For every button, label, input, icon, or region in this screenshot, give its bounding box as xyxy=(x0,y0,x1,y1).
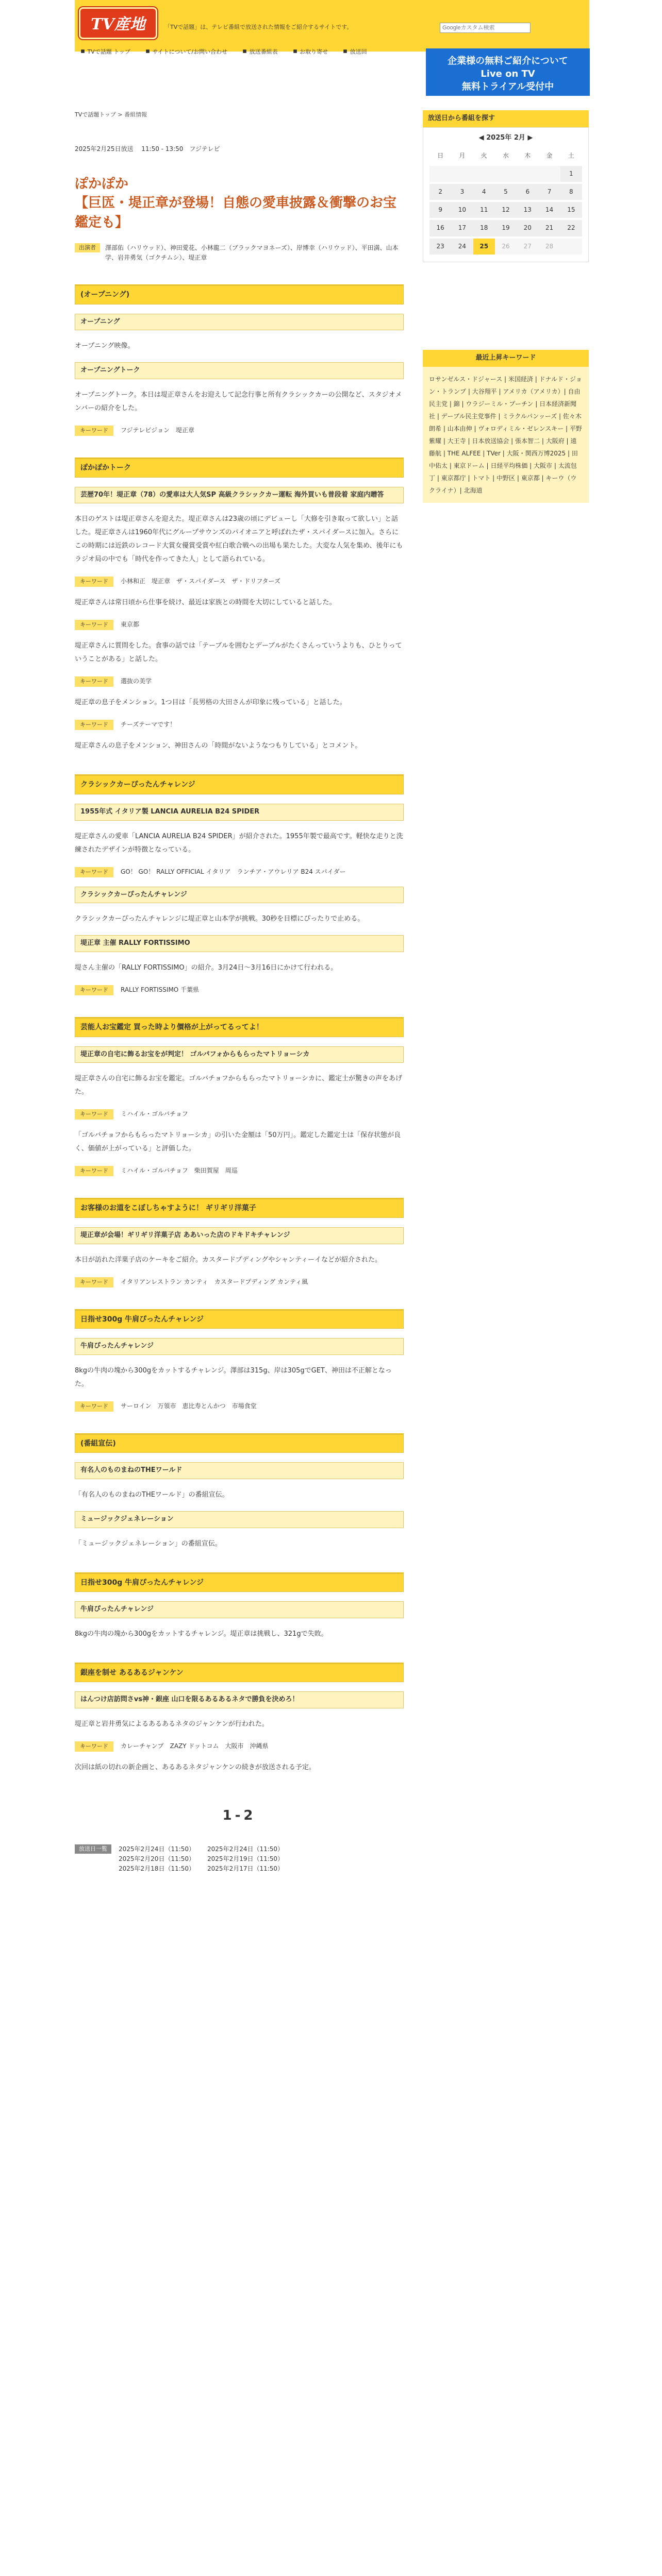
search-input[interactable] xyxy=(440,23,531,33)
sub-heading: はんつけ店訪問さvs神・銀座 山口を限るあるあるネタで勝負を決めろ！ xyxy=(75,1691,404,1708)
calendar-day xyxy=(429,166,451,182)
calendar-day xyxy=(560,239,582,255)
keyword-links[interactable]: サーロイン 万領市 恵比寿とんかつ 市場食堂 xyxy=(121,1402,257,1410)
sub-heading: 芸歴70年！堤正章（78）の愛車は大人気SP 高級クラシックカー運転 海外買いも普段着 家庭内贈答 xyxy=(75,487,404,504)
keyword-badge: キーワード xyxy=(75,985,113,995)
keyword-badge: キーワード xyxy=(75,1277,113,1287)
calendar-day[interactable]: 2 xyxy=(429,184,451,200)
calendar-day[interactable]: 22 xyxy=(560,220,582,236)
keyword-row xyxy=(75,426,404,436)
keyword-badge: キーワード xyxy=(75,720,113,730)
section-opening xyxy=(75,284,404,436)
keyword-row xyxy=(75,1109,404,1120)
nav-label: 放送回 xyxy=(350,48,367,55)
calendar-day[interactable]: 13 xyxy=(517,202,538,218)
keywords-heading: 最近上昇キーワード xyxy=(423,350,589,367)
calendar-day[interactable]: 16 xyxy=(429,220,451,236)
nav-label: 放送番組表 xyxy=(249,48,278,55)
calendar-day[interactable]: 12 xyxy=(495,202,517,218)
body-text: 「ゴルバチョフからもらったマトリョーシカ」の引いた金額は「50万円」。鑑定した鑑定士は「保存状態が良く、価値が上がっている」と評価した。 xyxy=(75,1131,401,1153)
calendar-day[interactable]: 3 xyxy=(451,184,473,200)
calendar-day[interactable]: 4 xyxy=(473,184,495,200)
body-text: オープニング映像。 xyxy=(75,342,135,350)
section-heading: 芸能人お宝鑑定 買った時より價格が上がってるってよ！ xyxy=(75,1018,404,1037)
calendar-day[interactable]: 11 xyxy=(473,202,495,218)
keyword-badge: キーワード xyxy=(75,676,113,687)
body-text: オープニングトーク。本日は堤正章さんをお迎えして記念行事と所有クラシックカーの公開など、スタジオメンバーの紹介をした。 xyxy=(75,391,402,413)
calendar-day[interactable]: 27 xyxy=(517,239,538,255)
sidebar xyxy=(423,110,589,503)
keyword-links[interactable]: イタリアンレストラン カンティ カスタードプディング カンティ風 xyxy=(121,1278,308,1285)
weekday-label: 火 xyxy=(481,151,487,159)
section-beef-2 xyxy=(75,1572,404,1641)
keyword-row xyxy=(75,1401,404,1412)
keyword-row xyxy=(75,1166,404,1176)
section-talk xyxy=(75,457,404,753)
calendar-day[interactable]: 7 xyxy=(538,184,560,200)
section-car xyxy=(75,774,404,995)
weekday-label: 金 xyxy=(546,151,553,159)
keyword-badge: キーワード xyxy=(75,1109,113,1120)
calendar-day[interactable]: 15 xyxy=(560,202,582,218)
keyword-row xyxy=(75,985,404,995)
sub-heading: 堤正章の自宅に飾るお宝をが判定！ ゴルパフォからもらったマトリョーシカ xyxy=(75,1046,404,1063)
body-text: 堤正章さんの愛車「LANCIA AURELIA B24 SPIDER」が紹介された。1955年製で最高です。軽快な走りと洗練されたデザインが特徴となっている。 xyxy=(75,832,403,854)
sub-heading: 有名人のものまねのTHEワールド xyxy=(75,1462,404,1479)
calendar-day xyxy=(473,166,495,182)
keyword-links[interactable]: チーズテーマです！ xyxy=(121,721,176,728)
calendar-day xyxy=(451,166,473,182)
weekday-label: 水 xyxy=(502,151,509,159)
airdate-link[interactable]: 2025年2月19日（11:50） xyxy=(207,1855,284,1862)
breadcrumb-home[interactable]: TVで話題トップ xyxy=(75,111,116,118)
site-logo[interactable]: TV産地 xyxy=(79,7,157,39)
prev-month-icon[interactable]: ◀ xyxy=(478,133,484,142)
calendar-day[interactable]: 20 xyxy=(517,220,538,236)
keyword-badge: キーワード xyxy=(75,426,113,436)
nav-link-schedule[interactable] xyxy=(242,47,278,57)
calendar-day[interactable]: 17 xyxy=(451,220,473,236)
sub-heading: 牛肩ぴったんチャレンジ xyxy=(75,1338,404,1355)
calendar-day[interactable]: 6 xyxy=(517,184,538,200)
section-heading: (番組宣伝) xyxy=(75,1434,404,1453)
banner-line: 無料トライアル受付中 xyxy=(461,81,554,93)
sub-heading: オープニング xyxy=(75,314,404,331)
nav-link-top[interactable] xyxy=(80,47,130,57)
square-bullet-icon xyxy=(342,48,348,54)
sub-heading: 堤正章が会場！ギリギリ洋菓子店 ああいった店のドキドキチャレンジ xyxy=(75,1227,404,1244)
airdates-list xyxy=(119,1844,284,1874)
square-bullet-icon xyxy=(80,48,86,54)
body-text: 「ミュージックジェネレーション」の番組宣伝。 xyxy=(75,1539,222,1548)
episode-title xyxy=(75,175,404,233)
calendar-day[interactable]: 14 xyxy=(538,202,560,218)
keyword-badge: キーワード xyxy=(75,1741,113,1752)
breadcrumb-current: 番組情報 xyxy=(124,111,147,118)
keyword-row xyxy=(75,867,404,877)
next-month-icon[interactable]: ▶ xyxy=(527,133,533,142)
square-bullet-icon xyxy=(145,48,151,54)
page-link-2[interactable]: 2 xyxy=(243,1808,256,1824)
nav-link-order[interactable] xyxy=(292,47,328,57)
body-text: 堤正章と岩井勇気によるあるあるネタのジャンケンが行われた。 xyxy=(75,1720,269,1728)
airdate-link[interactable]: 2025年2月24日（11:50） xyxy=(207,1845,284,1853)
keyword-row xyxy=(75,1741,404,1752)
calendar-day xyxy=(517,166,538,182)
calendar-day[interactable]: 28 xyxy=(538,239,560,255)
section-heading: 銀座を制せ あるあるジャンケン xyxy=(75,1664,404,1682)
calendar-heading: 放送日から番組を探す xyxy=(423,110,589,127)
episode-datetime: 2025年2月25日放送 11:50 - 13:50 フジテレビ xyxy=(75,145,220,152)
body-text: 堤正章さんに質問をした。食事の話では「テーブルを囲むとデーブルがたくさんっていうよりも、ひとりっていうことがある」と話した。 xyxy=(75,642,402,664)
square-bullet-icon xyxy=(242,48,247,54)
calendar-day[interactable]: 8 xyxy=(560,184,582,200)
site-header xyxy=(75,0,589,55)
calendar-month xyxy=(429,133,582,144)
airdates-badge: 放送日一覧 xyxy=(75,1844,111,1854)
section-shop xyxy=(75,1198,404,1287)
cast-badge: 出演者 xyxy=(75,243,100,252)
keywords-list[interactable]: ロサンゼルス・ドジャース | 米国経済 | ドナルド・ジョン・トランプ | 大谷翔平 | アメリカ（アメリカ）| 自由民主党 | 錦 | ウラジーミル・プーチン | 日本経済新聞社 | デーブル民主党事件 | ミラクルパンッーズ | 佐々木朗希 | 山本由伸 | ヴォロディミル・ゼレンスキー | 平野紫耀 | 大王寺 | 日本放送協会 | 張本智二 | 大阪府 | 遠藤航 | THE ALFEE | TVer | 大阪・関西万博2025 | 田中佑太 | 東京ドーム | 日経平均株価 | 大阪市 | 太流包丁 | 東京都庁 | トマト | 中野区 | 東京都 | キーウ（ウクライナ）| 北海道 xyxy=(423,367,589,503)
keyword-links[interactable]: 東京都 xyxy=(121,621,140,629)
calendar-day[interactable]: 5 xyxy=(495,184,517,200)
weekday-label: 土 xyxy=(568,151,574,159)
keyword-links[interactable]: ミハイル・ゴルバチョフ 柴田賀屋 周巡 xyxy=(121,1167,238,1175)
breadcrumb-sep: > xyxy=(115,111,125,118)
sub-heading: ミュージックジェネレーション xyxy=(75,1511,404,1528)
calendar-day[interactable]: 24 xyxy=(451,239,473,255)
keyword-links[interactable]: 選抜の美学 xyxy=(121,677,152,685)
promo-banner[interactable] xyxy=(426,48,590,96)
weekday-label: 月 xyxy=(459,151,466,159)
airdate-link[interactable]: 2025年2月17日（11:50） xyxy=(207,1865,284,1873)
title-line: 【巨匟・堤正章が登場！自態の愛車披露＆衝撃のお宝鑑定も】 xyxy=(75,195,397,231)
calendar-day xyxy=(538,166,560,182)
keyword-links[interactable]: RALLY FORTISSIMO 千葉県 xyxy=(121,986,200,994)
keyword-links[interactable]: GO！ GO！ RALLY OFFICIAL イタリア ランチア・アウレリア B24 スパイダー xyxy=(121,868,346,875)
calendar-grid xyxy=(429,148,582,255)
nav-label: TVで話題 トップ xyxy=(87,48,130,55)
keyword-row xyxy=(75,620,404,630)
keyword-row xyxy=(75,1277,404,1287)
body-text: 堤正章さんは常日頃から仕事を続け、最近は家族との時間を大切にしていると話した。 xyxy=(75,599,336,607)
weekday-label: 木 xyxy=(524,151,531,159)
body-text: 堤さん主催の「RALLY FORTISSIMO」の紹介。3月24日～3月16日にかけて行われる。 xyxy=(75,964,338,972)
keyword-links[interactable]: 小林和正 堤正章 ザ・スパイダース ザ・ドリフターズ xyxy=(121,578,280,585)
keyword-links[interactable]: ミハイル・ゴルバチョフ xyxy=(121,1110,188,1118)
breadcrumb xyxy=(75,110,404,120)
keyword-links[interactable]: カレーチャンプ ZAZY ドットコム 大阪市 沖縄県 xyxy=(121,1742,269,1750)
pager-sep: - xyxy=(235,1808,244,1824)
nav-label: お取り寄せ xyxy=(300,48,328,55)
calendar-day[interactable]: 18 xyxy=(473,220,495,236)
body-text: 「有名人のものまねのTHEワールド」の番組宣伝。 xyxy=(75,1490,229,1499)
header-nav xyxy=(80,47,410,57)
main-content xyxy=(75,110,404,1874)
keyword-badge: キーワード xyxy=(75,867,113,877)
airdates-row xyxy=(75,1844,404,1874)
cast-list: 澤部佑（ハリウッド）、神田愛花、小林龍二（ブラックマヨネーズ）、岸博幸（ハリウッド）、平田満、山本学、岩井勇気（ゴクチムシ）、堤正章 xyxy=(105,244,399,262)
section-heading: 日指せ300g 牛肩ぴったんチャレンジ xyxy=(75,1573,404,1592)
airdate-link[interactable]: 2025年2月20日（11:50） xyxy=(119,1855,195,1862)
keyword-badge: キーワード xyxy=(75,620,113,630)
sub-heading: 堤正章 主催 RALLY FORTISSIMO xyxy=(75,935,404,952)
sub-heading: オープニングトーク xyxy=(75,362,404,379)
body-text: 堤正章の息子をメンション。1つ目は「長男格の大田さんが印象に残っている」と話した。 xyxy=(75,699,346,707)
section-heading: クラシックカーぴったんチャレンジ xyxy=(75,775,404,794)
cast-row xyxy=(75,243,404,263)
section-janken xyxy=(75,1663,404,1774)
calendar-day[interactable]: 9 xyxy=(429,202,451,218)
section-heading: 日指せ300g 牛肩ぴったんチャレンジ xyxy=(75,1310,404,1329)
calendar-day[interactable]: 19 xyxy=(495,220,517,236)
calendar-day[interactable]: 21 xyxy=(538,220,560,236)
section-home xyxy=(75,1017,404,1176)
section-heading: お客様のお道をこぼしちゃすように！ ギリギリ洋菓子 xyxy=(75,1199,404,1217)
sub-heading: 1955年式 イタリア製 LANCIA AURELIA B24 SPIDER xyxy=(75,804,404,821)
calendar-month-label: 2025年 2月 xyxy=(486,133,525,142)
calendar-day[interactable]: 1 xyxy=(560,166,582,182)
keyword-badge: キーワード xyxy=(75,1166,113,1176)
sub-heading: 牛肩ぴったんチャレンジ xyxy=(75,1601,404,1618)
square-bullet-icon xyxy=(292,48,298,54)
body-text: 本日のゲストは堤正章さんを迎えた。堤正章さんは23歳の頃にデビューし「大修を引き取って欲しい」と話した。堤正章さんは1960年代にグループサウンズのパイオニアと呼ばれたザ・スパイダースに加入。さらにこの時期には近鉄のレコード大賞女優賞受賞や紅白歌合戦への出場も果たした。大変な人気を集め、後年にもラジオ局の中でも「時代を作ってきた人」として語られている。 xyxy=(75,515,403,564)
body-text: 堤正章さんの息子をメンション、神田さんの「時間がないようなつもりしている」とコメント。 xyxy=(75,742,362,750)
keyword-badge: キーワード xyxy=(75,577,113,587)
title-line: ぽかぽか xyxy=(75,176,129,192)
banner-line: 企業様の無料ご紹介について xyxy=(448,56,568,66)
section-beef xyxy=(75,1309,404,1412)
body-text: 8kgの牛肉の塊から300gをカットするチャレンジ。澤部は315g、岸は305gでGET、神田は不正解となった。 xyxy=(75,1366,392,1388)
pagination xyxy=(75,1805,404,1827)
calendar-day[interactable]: 25 xyxy=(473,239,495,255)
calendar-day xyxy=(495,166,517,182)
section-heading: (オープニング) xyxy=(75,285,404,304)
sub-heading: クラシックカーぴったんチャレンジ xyxy=(75,887,404,904)
calendar-day[interactable]: 26 xyxy=(495,239,517,255)
airdate-link[interactable]: 2025年2月24日（11:50） xyxy=(119,1845,195,1853)
calendar xyxy=(423,127,589,262)
body-text: 堤正章さんの自宅に飾るお宝を鑑定。ゴルバチョフからもらったマトリョーシカに、鑑定士が驚きの声をあげた。 xyxy=(75,1075,403,1096)
body-text: クラシックカーぴったんチャレンジに堤正章と山本学が挑戦。30秒を目標にぴったりで止める。 xyxy=(75,915,365,923)
body-text: 本日が訪れた洋菓子店のケーキをご紹介。カスタードプディングやシャンティーイなどが紹介された。 xyxy=(75,1256,382,1264)
weekday-label: 日 xyxy=(437,151,444,159)
body-text: 8kgの牛肉の塊から300gをカットするチャレンジ。堤正章は挑戦し、321gで失敗。 xyxy=(75,1630,328,1638)
airdate-link[interactable]: 2025年2月18日（11:50） xyxy=(119,1865,195,1873)
calendar-day[interactable]: 10 xyxy=(451,202,473,218)
section-heading: ぽかぽかトーク xyxy=(75,459,404,477)
site-tagline: 「TVで話題」は、テレビ番組で放送された情報をご紹介するサイトです。 xyxy=(164,24,353,30)
keyword-row xyxy=(75,577,404,587)
banner-line: Live on TV xyxy=(481,69,535,80)
keyword-row xyxy=(75,720,404,730)
section-notice xyxy=(75,1433,404,1551)
nav-label: サイトについて/お問い合わせ xyxy=(152,48,228,55)
keyword-badge: キーワード xyxy=(75,1401,113,1412)
keyword-row xyxy=(75,676,404,687)
calendar-day[interactable]: 23 xyxy=(429,239,451,255)
nav-link-episodes[interactable] xyxy=(342,47,367,57)
body-text: 次回は紙の切れの新企画と、あるあるネタジャンケンの続きが放送される予定。 xyxy=(75,1764,316,1772)
keyword-links[interactable]: フジテレビジョン 堤正章 xyxy=(121,427,195,434)
page-link-1[interactable]: 1 xyxy=(222,1808,235,1824)
nav-link-about[interactable] xyxy=(145,47,227,57)
